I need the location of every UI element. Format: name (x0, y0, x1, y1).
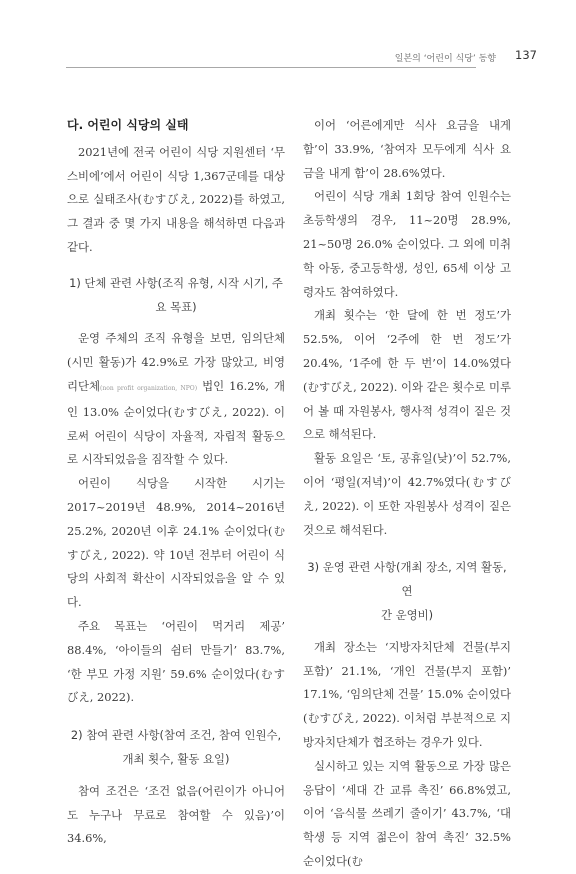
subsection-heading-line: 간 운영비) (380, 607, 434, 622)
paragraph: 주요 목표는 ‘어린이 먹거리 제공’ 88.4%, ‘아이들의 쉼터 만들기’ 83.7%, ‘한 부모 가정 지원’ 59.6% 순이었다(むすびえ, 2022). (67, 618, 285, 705)
paragraph: 이어 ‘어른에게만 식사 요금을 내게 함’이 33.9%, ‘참여자 모두에게 식사 요금을 내게 함’이 28.6%였다. (303, 118, 511, 180)
paragraph: 개최 횟수는 ‘한 달에 한 번 정도’가 52.5%, 이어 ‘2주에 한 번 정도’가 20.4%, ‘1주에 한 두 번’이 14.0%였다(むすびえ, 2022). 이와 같은 횟수로 미루어 볼 때 자원봉사, 행사적 성격이 짙은 것으로 해석된다. (303, 308, 511, 442)
footnote-gloss: (non profit organization, NPO) (100, 384, 198, 392)
paragraph: 2021년에 전국 어린이 식당 지원센터 ‘무스비에’에서 어린이 식당 1,367군데를 대상으로 실태조사(むすびえ, 2022)를 하였고, 그 결과 중 몇 가지 내용을 해석하면 다음과 같다. (67, 144, 285, 254)
paragraph: 참여 조건은 ‘조건 없음(어린이가 아니어도 누구나 무료로 참여할 수 있음)’이 34.6%, (67, 783, 285, 846)
page-number: 137 (515, 48, 537, 62)
running-header (0, 47, 576, 67)
paragraph: 실시하고 있는 지역 활동으로 가장 많은 응답이 ‘세대 간 교류 촉진’ 66.8%였고, 이어 ‘음식물 쓰레기 줄이기’ 43.7%, ‘대학생 등 지역 젊은이 참여 촉진’ 32.5% 순이었다(む (303, 758, 511, 868)
subsection-heading-line: 요 목표) (155, 299, 197, 314)
section-title: 다. 어린이 식당의 실태 (67, 118, 189, 132)
paragraph: 어린이 식당 개최 1회당 참여 인원수는 초등학생의 경우, 11~20명 28.9%, 21~50명 26.0% 순이었다. 그 외에 미취학 아동, 중고등학생, 성인, 65세 이상 고령자도 참여하였다. (303, 189, 511, 299)
right-column (303, 114, 511, 874)
left-column (67, 114, 285, 851)
paragraph: 활동 요일은 ‘토, 공휴일(낮)’이 52.7%, 이어 ‘평일(저녁)’이 42.7%였다(むすびえ, 2022). 이 또한 자원봉사 성격이 짙은 것으로 해석된다. (303, 451, 511, 537)
subsection-heading-line: 개최 횟수, 활동 요일) (122, 751, 230, 766)
paragraph: 어린이 식당을 시작한 시기는 2017~2019년 48.9%, 2014~2016년 25.2%, 2020년 이후 24.1% 순이었다(むすびえ, 2022). 약 10년 전부터 어린이 식당의 사회적 확산이 시작되었음을 알 수 있다. (67, 476, 285, 610)
paragraph-text: 법인 16.2%, 개인 13.0% 순이었다(むすびえ, 2022). 이로써 어린이 식당이 자율적, 자립적 활동으로 시작되었음을 짐작할 수 있다. (67, 378, 285, 467)
subsection-heading-line: 1) 단체 관련 사항(조직 유형, 시작 시기, 주 (69, 275, 283, 290)
header-rule (66, 67, 476, 68)
subsection-heading (67, 724, 285, 772)
paragraph (67, 327, 285, 472)
paragraph-text: 운영 주체의 조직 유형을 보면, 임의단체(시민 활동)가 42.9%로 가장 많았고, 비영리단체 (67, 331, 285, 393)
subsection-heading-line: 3) 운영 관련 사항(개최 장소, 지역 활동, 연 (307, 560, 507, 599)
paragraph: 개최 장소는 ‘지방자치단체 건물(부지 포함)’ 21.1%, ‘개인 건물(부지 포함)’ 17.1%, ‘임의단체 건물’ 15.0% 순이었다(むすびえ, 2022). 이처럼 부분적으로 지방자치단체가 협조하는 경우가 있다. (303, 639, 511, 749)
subsection-heading (303, 556, 511, 627)
subsection-heading-line: 2) 참여 관련 사항(참여 조건, 참여 인원수, (70, 728, 282, 743)
subsection-heading (67, 272, 285, 320)
running-title: 일본의 ‘어린이 식당’ 동향 (394, 54, 496, 64)
